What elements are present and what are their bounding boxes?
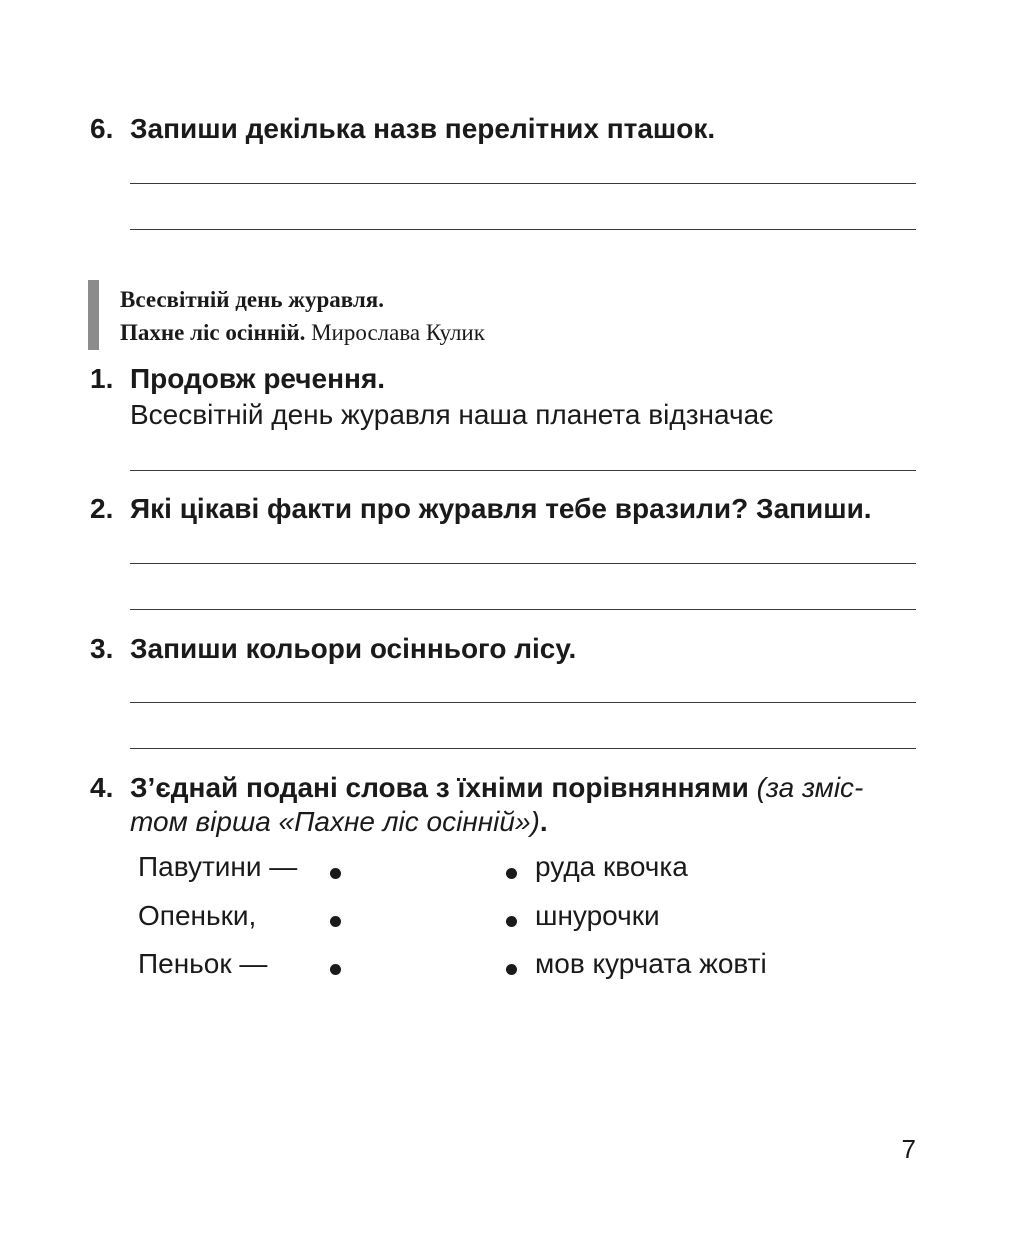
match-word: Павутини —	[138, 851, 298, 882]
task-text: Запиши кольори осіннього лісу.	[130, 633, 577, 664]
match-comparison: мов курчата жовті	[535, 948, 767, 979]
task-number: 2.	[90, 493, 114, 524]
source-line-1	[120, 283, 384, 316]
task-number: 1.	[90, 363, 114, 394]
match-word: Пеньок —	[138, 948, 268, 979]
answer-line[interactable]	[130, 229, 916, 230]
source-marker-bar	[88, 280, 99, 350]
page-number: 7	[901, 1134, 916, 1164]
answer-line[interactable]	[130, 183, 916, 184]
answer-line[interactable]	[130, 748, 916, 749]
answer-line[interactable]	[130, 702, 916, 703]
answer-line[interactable]	[130, 609, 916, 610]
task-4-end: .	[539, 806, 548, 837]
match-dot-right[interactable]	[506, 916, 517, 927]
task-4-note-2: том вірша «Пахне ліс осінній»)	[130, 806, 540, 837]
match-comparison: шнурочки	[535, 900, 660, 931]
match-dot-left[interactable]	[330, 964, 341, 975]
answer-line[interactable]	[130, 470, 916, 471]
task-number: 6.	[90, 113, 114, 144]
answer-line[interactable]	[130, 563, 916, 564]
task-text: Запиши декілька назв перелітних пташок.	[130, 113, 716, 144]
task-text	[130, 771, 920, 839]
match-dot-right[interactable]	[506, 964, 517, 975]
match-dot-left[interactable]	[330, 916, 341, 927]
task-number: 4.	[90, 772, 114, 803]
task-text: Які цікаві факти про журавля тебе вразили? Запиши.	[130, 493, 872, 524]
task-4	[90, 771, 920, 841]
source-author: Мирослава Кулик	[311, 320, 485, 345]
source-title: Пахне ліс осінній.	[120, 320, 306, 345]
source-line-2	[120, 316, 485, 349]
task-4-instruction: З’єднай подані слова з їхніми порівняннями	[130, 772, 757, 803]
match-dot-right[interactable]	[506, 868, 517, 879]
task-text: Продовж речення.	[130, 363, 386, 394]
task-1-prompt: Всесвітній день журавля наша планета відзначає	[130, 399, 774, 430]
task-4-note-1: (за зміс-	[756, 772, 864, 803]
source-topic: Всесвітній день журавля.	[120, 287, 384, 312]
match-comparison: руда квочка	[535, 851, 688, 882]
match-dot-left[interactable]	[330, 868, 341, 879]
match-word: Опеньки,	[138, 900, 257, 931]
task-number: 3.	[90, 633, 114, 664]
